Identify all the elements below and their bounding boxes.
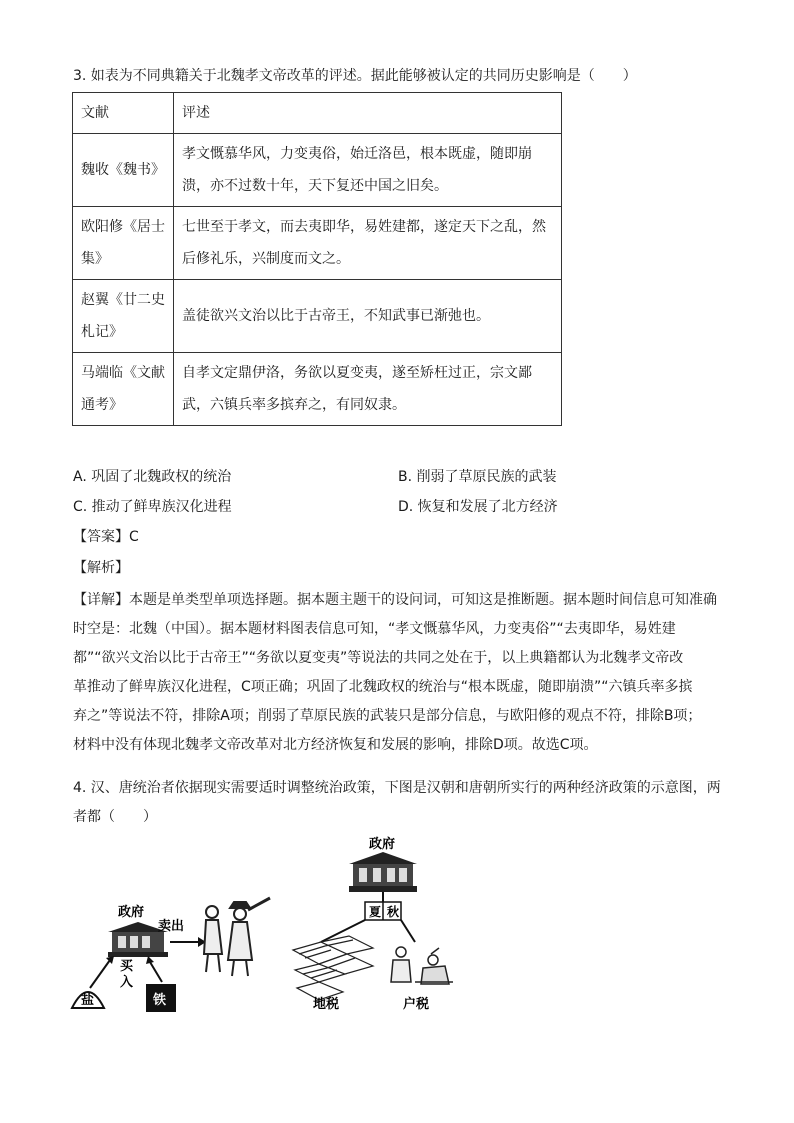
option-d: D. 恢复和发展了北方经济 [398,499,558,515]
q4-stem: 4. 汉、唐统治者依据现实需要适时调整统治政策，下图是汉朝和唐朝所实行的两种经济政策的示意图，两 者都（ ） [73,780,721,825]
salt-label: 盐 [81,993,95,1008]
buy-arrow-right [150,962,162,982]
gov-label-right: 政府 [369,837,396,852]
answer-tag: 【答案】 [73,529,129,545]
sell-label: 卖出 [158,919,185,934]
table-cell-comment: 自孝文定鼎伊洛，务欲以夏变夷，遂至矫枉过正，宗文鄙 武，六镇兵率多摈弃之，有同奴隶。 [174,353,562,426]
table-row [73,353,562,426]
table-row [73,207,562,280]
table-cell-source: 马端临《文献 通考》 [73,353,174,426]
option-c: C. 推动了鲜卑族汉化进程 [73,499,232,515]
q3-source-table [72,92,562,426]
buy-arrow-right-head [146,956,154,964]
iron-label: 铁 [153,993,167,1008]
table-cell-source: 魏收《魏书》 [73,134,174,207]
table-row [73,280,562,353]
household-tax-line [401,920,415,942]
table-header-source: 文献 [73,93,174,134]
farmland-icon [293,936,373,1000]
figure-two-tax-system [285,832,465,1022]
figure-salt-iron-monopoly [70,890,300,1020]
table-cell-source: 赵翼《廿二史 札记》 [73,280,174,353]
people-figures-icon [204,898,270,976]
answer-value: C [129,529,139,545]
buy-label-2: 入 [120,975,134,990]
option-a: A. 巩固了北魏政权的统治 [73,469,232,485]
summer-label: 夏 [369,905,382,919]
answer-line [73,527,139,547]
table-header-row [73,93,562,134]
table-cell-comment: 孝文慨慕华风，力变夷俗，始迁洛邑，根本既虚，随即崩 溃，亦不过数十年，天下复还中国之旧矣。 [174,134,562,207]
government-building-icon [349,852,417,892]
household-tax-label: 户税 [403,997,430,1012]
table-cell-comment: 七世至于孝文，而去夷即华，易姓建都，遂定天下之乱，然 后修礼乐，兴制度而文之。 [174,207,562,280]
table-header-comment: 评述 [174,93,562,134]
analysis-tag: 【解析】 [73,560,129,576]
household-icon [391,947,453,984]
buy-label-1: 买 [120,959,134,974]
table-row [73,134,562,207]
q3-stem: 3. 如表为不同典籍关于北魏孝文帝改革的评述。据此能够被认定的共同历史影响是（ ） [73,68,637,84]
table-cell-source: 欧阳修《居士 集》 [73,207,174,280]
land-tax-label: 地税 [313,997,340,1012]
option-b: B. 削弱了草原民族的武装 [398,469,557,485]
table-cell-comment: 盖徒欲兴文治以比于古帝王，不知武事已渐弛也。 [174,280,562,353]
buy-arrow-left [90,960,110,988]
gov-label-left: 政府 [118,905,145,920]
autumn-label: 秋 [387,905,400,919]
detail-paragraph: 【详解】本题是单类型单项选择题。据本题主题干的设问词，可知这是推断题。据本题时间信息可知准确 时空是：北魏（中国）。据本题材料图表信息可知，“孝文慨慕华风，力变夷俗”“去夷即华，易姓建 都”“欲兴文治以比于古帝王”“务欲以夏变夷”等说法的共同之处在于，以上典籍都认为北魏孝文帝改 革推动了鲜卑族汉化进程，C项正确；巩固了北魏政权的统治与“根本既虚，随即崩溃”“六镇兵率多摈 弃之”等说法不符，排除A项；削弱了草原民族的武装只是部分信息，与欧阳修的观点不符，排除B项； 材料中没有体现北魏孝文帝改革对北方经济恢复和发展的影响，排除D项。故选C项。 [73,592,717,753]
